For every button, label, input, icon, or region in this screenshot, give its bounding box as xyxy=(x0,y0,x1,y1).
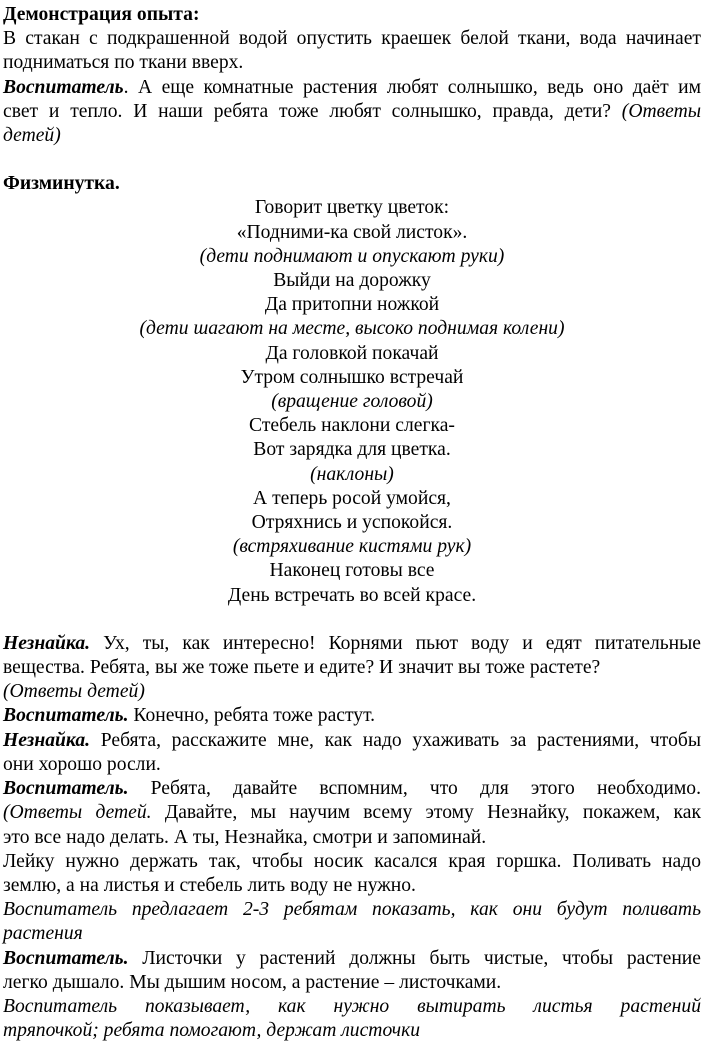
answers-note: (Ответы детей) xyxy=(3,681,145,703)
dialog-line: землю, а на листья и стебель лить воду не нужно. xyxy=(3,874,416,896)
poem-line: Выйди на дорожку xyxy=(273,270,431,292)
teacher-paragraph-line1 xyxy=(3,76,701,100)
poem-line: Говорит цветку цветок: xyxy=(254,197,450,219)
poem-direction: (наклоны) xyxy=(310,463,394,485)
demo-text-line1: В стакан с подкрашенной водой опустить краешек белой ткани, вода начинает xyxy=(3,28,701,50)
dialog-line xyxy=(3,729,701,753)
dialog-line xyxy=(3,777,701,801)
spacer xyxy=(3,148,701,172)
demo-heading: Демонстрация опыта: xyxy=(3,4,200,25)
speaker-teacher: Воспитатель. xyxy=(3,947,129,969)
dialog-line xyxy=(3,801,701,825)
dialog-line xyxy=(3,947,701,971)
dialog-line: вещества. Ребята, вы же тоже пьете и едите? И значит вы тоже растете? xyxy=(3,657,601,679)
poem-line: Да притопни ножкой xyxy=(264,294,440,316)
dialog-line xyxy=(3,632,701,656)
poem-line: Наконец готовы все xyxy=(269,560,435,582)
speaker-neznaika: Незнайка. xyxy=(3,729,91,751)
poem-line: А теперь росой умойся, xyxy=(253,487,451,509)
poem-line: Отряхнись и успокойся. xyxy=(251,512,453,534)
poem-direction: (дети шагают на месте, высоко поднимая колени) xyxy=(139,318,565,340)
stage-direction: Воспитатель показывает, как нужно вытирать листья растений xyxy=(3,995,701,1017)
poem-line: День встречать во всей красе. xyxy=(227,584,477,606)
poem-line: Утром солнышко встречай xyxy=(240,366,464,388)
document-page xyxy=(3,3,701,1043)
poem-direction: (дети поднимают и опускают руки) xyxy=(199,245,505,267)
dialog-line: они хорошо росли. xyxy=(3,753,161,775)
poem-line: Да головкой покачай xyxy=(265,342,439,364)
speaker-neznaika: Незнайка. xyxy=(3,632,91,654)
teacher-text-line2: свет и тепло. И наши ребята тоже любят солнышко, правда, дети? xyxy=(3,100,611,122)
speaker-teacher: Воспитатель. xyxy=(3,778,129,800)
dialog-text: Ух, ты, как интересно! Корнями пьют воду и едят питательные xyxy=(90,632,701,654)
teacher-text: . А еще комнатные растения любят солнышко, ведь оно даёт им xyxy=(123,76,701,98)
dialog-text: Ребята, расскажите мне, как надо ухаживать за растениями, чтобы xyxy=(90,729,701,751)
answers-note-cont: детей) xyxy=(3,125,61,147)
dialog-line: это все надо делать. А ты, Незнайка, смотри и запоминай. xyxy=(3,826,487,848)
dialog-text: Ребята, давайте вспомним, что для этого необходимо. xyxy=(128,778,701,800)
stage-direction: растения xyxy=(3,923,83,945)
poem-line: Вот зарядка для цветка. xyxy=(253,439,451,461)
stage-direction: Воспитатель предлагает 2-3 ребятам показать, как они будут поливать xyxy=(3,899,701,921)
poem xyxy=(3,196,701,607)
answers-note: (Ответы детей. xyxy=(3,802,152,824)
poem-direction: (вращение головой) xyxy=(271,391,433,413)
dialog-text: Листочки у растений должны быть чистые, чтобы растение xyxy=(128,947,701,969)
teacher-paragraph-line2 xyxy=(3,100,701,124)
dialog-text: Конечно, ребята тоже растут. xyxy=(128,705,376,727)
poem-line: «Подними-ка свой листок». xyxy=(236,221,468,243)
dialog-text: Давайте, мы научим всему этому Незнайку, покажем, как xyxy=(151,802,701,824)
dialog-line: Лейку нужно держать так, чтобы носик касался края горшка. Поливать надо xyxy=(3,850,701,872)
dialog-line: легко дышало. Мы дышим носом, а растение – листочками. xyxy=(3,971,502,993)
answers-note: (Ответы xyxy=(621,100,701,122)
dialog-line xyxy=(3,704,701,728)
stage-direction: тряпочкой; ребята помогают, держат листочки xyxy=(3,1020,421,1042)
speaker-teacher: Воспитатель. xyxy=(3,705,129,727)
poem-line: Стебель наклони слегка- xyxy=(249,415,455,437)
poem-direction: (встряхивание кистями рук) xyxy=(232,536,472,558)
spacer xyxy=(3,608,701,632)
speaker-teacher: Воспитатель xyxy=(3,76,124,98)
fizminutka-heading: Физминутка. xyxy=(3,173,120,195)
demo-text-line2: подниматься по ткани вверх. xyxy=(3,52,244,74)
